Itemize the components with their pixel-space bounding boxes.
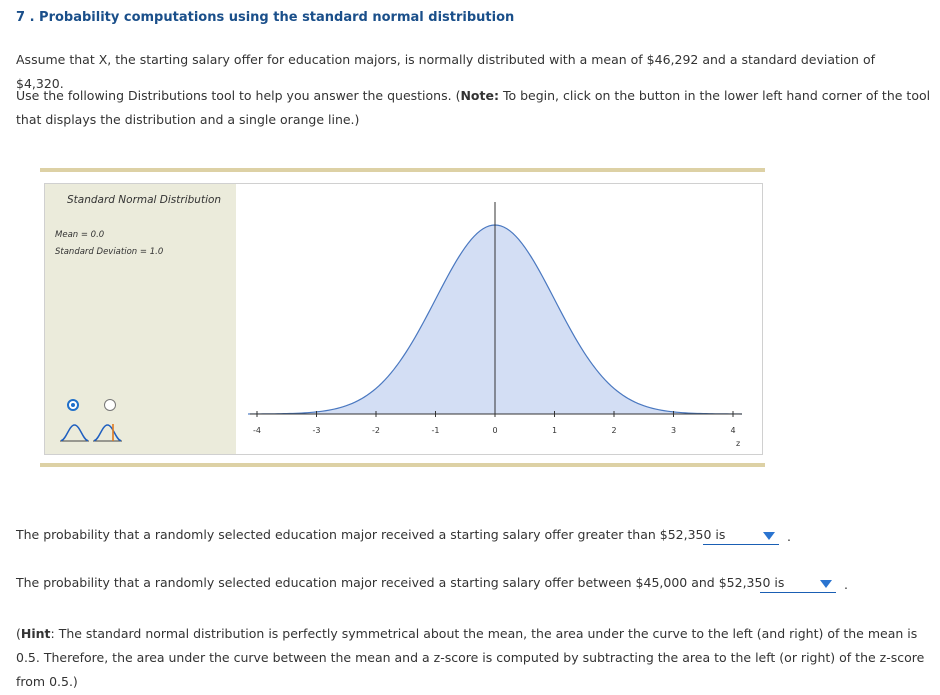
hint-open-paren: ( xyxy=(16,626,21,641)
sentence-period: . xyxy=(787,529,791,544)
hint-text xyxy=(16,622,931,694)
x-axis-label: z xyxy=(736,439,741,448)
x-tick-label: 2 xyxy=(611,426,617,435)
answer-1-dropdown[interactable] xyxy=(703,527,779,545)
x-tick-label: 0 xyxy=(492,426,498,435)
distribution-orange-line-icon[interactable] xyxy=(91,422,125,444)
x-tick-label: -1 xyxy=(431,426,440,435)
question-2: The probability that a randomly selected education major received a starting salary offer between $45,000 and $52,350 is xyxy=(16,575,785,590)
hint-label: Hint xyxy=(20,626,51,641)
mode-radio-orange-line[interactable] xyxy=(104,399,116,411)
distribution-title: Standard Normal Distribution xyxy=(67,194,222,206)
normal-curve-plot[interactable] xyxy=(236,184,762,454)
mean-label: Mean = 0.0 xyxy=(55,230,105,240)
x-tick-label: 4 xyxy=(730,426,736,435)
tool-side-panel xyxy=(45,184,236,454)
x-tick-label: -2 xyxy=(372,426,380,435)
dropdown-arrow-icon xyxy=(820,580,832,588)
question-1: The probability that a randomly selected education major received a starting salary offer greater than $52,350 is xyxy=(16,527,726,542)
x-tick-label: 1 xyxy=(551,426,558,435)
note-label: Note: xyxy=(460,88,499,103)
x-tick-label: -4 xyxy=(253,426,261,435)
distributions-tool xyxy=(44,183,763,455)
distribution-icon[interactable] xyxy=(58,422,92,444)
dropdown-arrow-icon xyxy=(763,532,775,540)
tool-instructions xyxy=(16,84,934,132)
hint-body: : The standard normal distribution is perfectly symmetrical about the mean, the area under the curve to the left (and right) of the mean is 0.5. Therefore, the area under the curve between the mean and a z-score is computed by subtracting the area to the left (or right) of the z-score from 0.5.) xyxy=(16,626,925,689)
instructions-prefix: Use the following Distributions tool to help you answer the questions. ( xyxy=(16,88,461,103)
problem-statement: Assume that X, the starting salary offer for education majors, is normally distributed with a mean of $46,292 and a standard deviation of $4,320. xyxy=(16,52,875,91)
tool-top-border xyxy=(40,168,765,172)
sd-label: Standard Deviation = 1.0 xyxy=(55,247,164,257)
answer-2-dropdown[interactable] xyxy=(760,575,836,593)
x-tick-label: -3 xyxy=(312,426,321,435)
x-tick-label: 3 xyxy=(670,426,677,435)
note-text: To begin, click on the button in the lower left hand corner of the tool that displays the distribution and a single orange line.) xyxy=(16,88,931,127)
question-title: 7 . Probability computations using the standard normal distribution xyxy=(16,10,515,25)
mode-radio-distribution[interactable] xyxy=(67,399,79,411)
sentence-period: . xyxy=(844,577,848,592)
tool-bottom-border xyxy=(40,463,765,467)
